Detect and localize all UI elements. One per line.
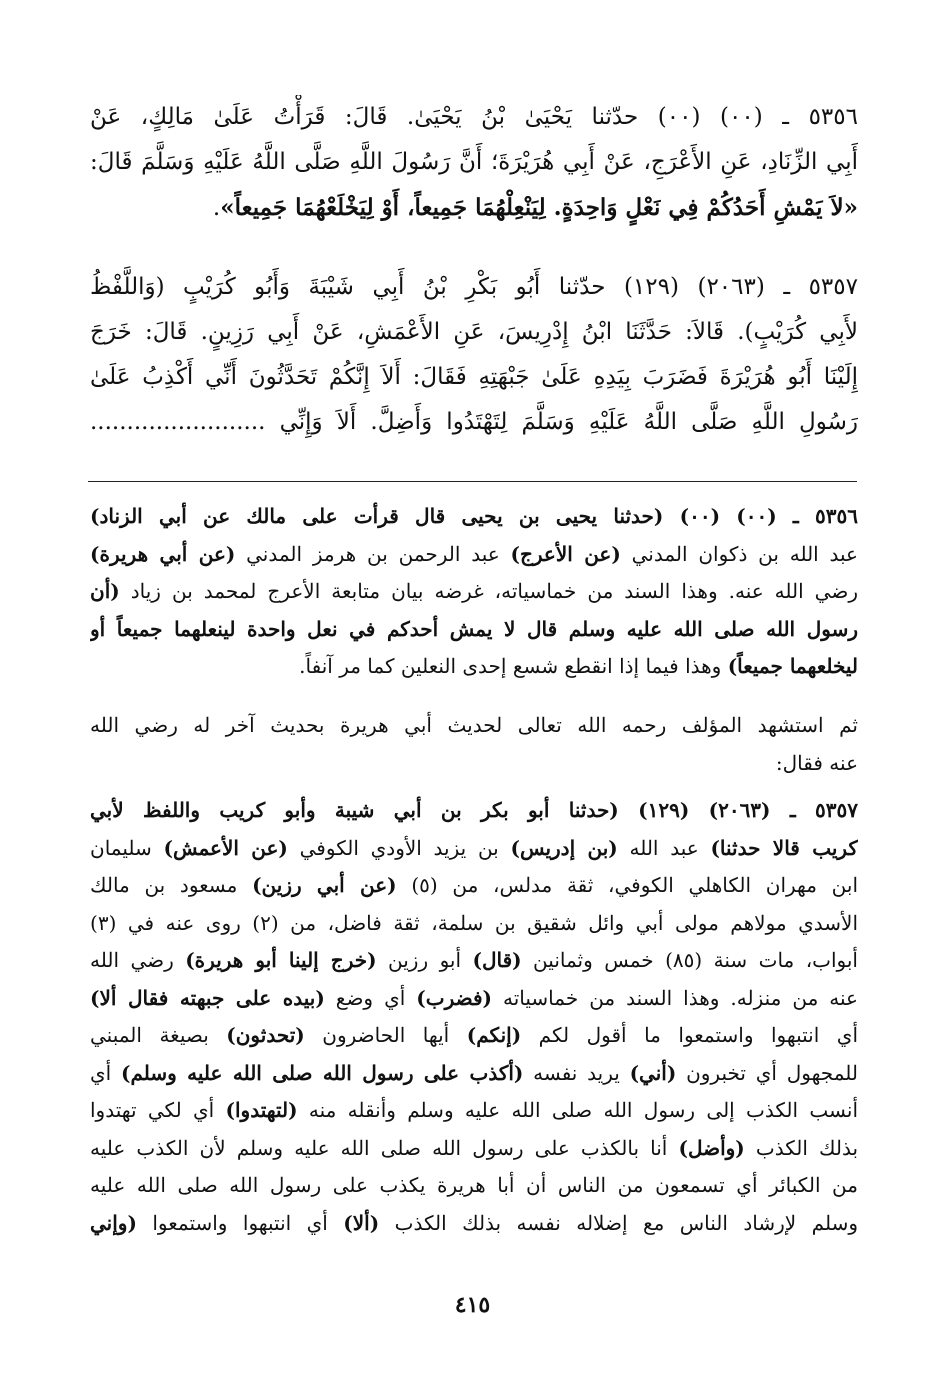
quoted-matn: (بن إدريس) bbox=[510, 835, 618, 860]
commentary-text: بصيغة المبني bbox=[90, 1023, 227, 1047]
hadith-line: ٥٣٥٦ ـ (٠٠) (٠٠) حدّثنا يَحْيَىٰ بْنُ يَحْيَىٰ. قَالَ: قَرَأْتُ عَلَىٰ مَالِكٍ، عَنْ bbox=[90, 104, 858, 130]
commentary-text: بن يزيد الأودي الكوفي bbox=[287, 835, 511, 860]
commentary-line bbox=[90, 980, 858, 1018]
commentary-5356 bbox=[90, 498, 858, 686]
commentary-text: وهذا فيما إذا انقطع شسع إحدى النعلين كما مر آنفاً. bbox=[299, 654, 728, 678]
commentary-line bbox=[90, 573, 858, 611]
quoted-matn: (تحدثون) bbox=[226, 1023, 305, 1047]
quoted-matn: ليخلعهما جميعاً) bbox=[727, 654, 858, 678]
commentary-line bbox=[90, 536, 858, 574]
quoted-matn: (خرج إلينا أبو هريرة) bbox=[185, 948, 377, 972]
quoted-matn: (وإني bbox=[90, 1210, 137, 1235]
commentary-line: من الكبائر أي تسمعون من الناس أن أبا هريرة يكذب على رسول الله صلى الله عليه bbox=[90, 1173, 858, 1197]
quoted-matn: (حدثنا أبو بكر بن أبي شيبة وأبو كريب واللفظ لأبي bbox=[90, 798, 619, 822]
commentary-text: بذلك الكذب bbox=[744, 1135, 858, 1160]
quoted-matn: (قال) bbox=[472, 948, 522, 972]
quoted-matn: كريب قالا حدثنا) bbox=[710, 835, 858, 860]
commentary-text: أنا بالكذب على رسول الله صلى الله عليه وسلم لأن الكذب عليه bbox=[90, 1135, 679, 1160]
quoted-matn: (عن الأعمش) bbox=[163, 835, 288, 860]
commentary-text: يريد نفسه bbox=[523, 1060, 630, 1085]
commentary-line bbox=[90, 942, 858, 980]
page-number: ٤١٥ bbox=[454, 1292, 491, 1318]
commentary-text: وسلم لإرشاد الناس مع إضلاله نفسه بذلك الكذب bbox=[379, 1210, 858, 1235]
quoted-matn: (لتهتدوا) bbox=[225, 1098, 298, 1122]
commentary-text: أبو رزين bbox=[376, 948, 473, 972]
commentary-line: رسول الله صلى الله عليه وسلم قال لا يمش أحدكم في نعل واحدة لينعلهما جميعاً أو bbox=[90, 616, 858, 641]
quoted-matn: (بيده على جبهته فقال ألا) bbox=[90, 985, 325, 1010]
commentary-line bbox=[90, 830, 858, 868]
hadith-line: أَبِي الزِّنَادِ، عَنِ الأَعْرَجِ، عَنْ أَبِي هُرَيْرَةَ؛ أَنَّ رَسُولَ اللَّهِ صَلَّى اللَّهُ عَلَيْهِ وَسَلَّمَ قَالَ: bbox=[90, 149, 858, 175]
commentary-text: أنسب الكذب إلى رسول الله صلى الله عليه وسلم وأنقله منه bbox=[297, 1098, 858, 1122]
commentary-text: رضي الله عنه. وهذا السند من خماسياته، غرضه بيان متابعة الأعرج لمحمد بن زياد bbox=[119, 579, 858, 603]
hadith-line: ٥٣٥٧ ـ (٢٠٦٣) (١٢٩) حدّثنا أَبُو بَكْرِ بْنُ أَبِي شَيْبَةَ وَأَبُو كُرَيْبٍ (وَاللَّفْظُ bbox=[90, 274, 858, 300]
hadith-quote-line bbox=[90, 185, 858, 231]
commentary-text: عبد الرحمن بن هرمز المدني bbox=[235, 541, 511, 566]
commentary-line bbox=[90, 1017, 858, 1055]
hadith-text-5356 bbox=[90, 95, 858, 231]
quoted-matn: (عن أبي رزين) bbox=[252, 873, 397, 897]
quoted-matn: (إنكم) bbox=[466, 1023, 522, 1047]
hadith-number: ٥٣٥٦ ـ (٠٠) (٠٠) bbox=[663, 504, 858, 528]
hadith-line: إِلَيْنَا أَبُو هُرَيْرَةَ فَضَرَبَ بِيَدِهِ عَلَىٰ جَبْهَتِهِ فَقَالَ: أَلاَ إِنَّكُمْ تَحَدَّثُونَ أَنِّي أَكْذِبُ عَلَىٰ bbox=[90, 364, 858, 390]
text-commentary-divider bbox=[88, 481, 857, 482]
prophetic-quote: «لاَ يَمْشِ أَحَدُكُمْ فِي نَعْلٍ وَاحِدَةٍ. لِيَنْعِلْهُمَا جَمِيعاً، أَوْ لِيَخْلَعْهُمَا جَمِيعاً» bbox=[220, 194, 858, 221]
commentary-text: عبد الله bbox=[617, 835, 711, 860]
commentary-text: أيها الحاضرون bbox=[304, 1023, 467, 1047]
quoted-matn: (وأضل) bbox=[678, 1135, 745, 1160]
commentary-text: عبد الله بن ذكوان المدني bbox=[620, 541, 858, 566]
transition-paragraph bbox=[90, 707, 858, 782]
quoted-matn: (عن الأعرج) bbox=[510, 541, 621, 566]
commentary-line bbox=[90, 1092, 858, 1130]
quoted-matn: (ألا) bbox=[343, 1210, 380, 1235]
quoted-matn: (أن bbox=[90, 579, 120, 603]
quoted-matn: (حدثنا يحيى بن يحيى قال قرأت على مالك عن أبي الزناد) bbox=[90, 504, 664, 528]
commentary-line bbox=[90, 1205, 858, 1243]
commentary-line bbox=[90, 1055, 858, 1093]
quoted-matn: (فضرب) bbox=[416, 985, 492, 1010]
hadith-text-5357 bbox=[90, 265, 858, 445]
commentary-text: أي لكي تهتدوا bbox=[90, 1098, 226, 1122]
commentary-text: رضي الله bbox=[90, 948, 186, 972]
quoted-matn: (أكذب على رسول الله صلى الله عليه وسلم) bbox=[120, 1060, 524, 1085]
commentary-5357 bbox=[90, 792, 858, 1242]
commentary-text: أبواب، مات سنة (٨٥) خمس وثمانين bbox=[521, 948, 858, 972]
commentary-line bbox=[90, 1130, 858, 1168]
hadith-number: ٥٣٥٧ ـ (٢٠٦٣) (١٢٩) bbox=[618, 798, 858, 822]
hadith-line: رَسُولِ اللَّهِ صَلَّى اللَّهُ عَلَيْهِ وَسَلَّمَ لِتَهْتَدُوا وَأَضِلَّ. أَلاَ وَإِنِّي ........................ bbox=[90, 409, 858, 435]
commentary-line bbox=[90, 498, 858, 536]
quoted-matn: (أني) bbox=[629, 1060, 677, 1085]
commentary-line: عنه فقال: bbox=[775, 750, 858, 775]
hadith-end-mark: . bbox=[212, 195, 221, 221]
commentary-text: للمجهول أي تخبرون bbox=[676, 1060, 858, 1085]
commentary-line: ثم استشهد المؤلف رحمه الله تعالى لحديث أبي هريرة بحديث آخر له رضي الله bbox=[90, 713, 858, 737]
hadith-line: لأَبِي كُرَيْبٍ). قَالاَ: حَدَّثَنَا ابْنُ إِدْرِيسَ، عَنِ الأَعْمَشِ، عَنْ أَبِي رَزِينٍ. قَالَ: خَرَجَ bbox=[90, 319, 858, 345]
commentary-line: الأسدي مولاهم مولى أبي وائل شقيق بن سلمة، ثقة فاضل، من (٢) روى عنه في (٣) bbox=[90, 910, 858, 935]
commentary-text: أي انتبهوا واستمعوا bbox=[136, 1210, 344, 1235]
commentary-text: سليمان bbox=[90, 835, 164, 860]
commentary-line bbox=[90, 648, 858, 686]
commentary-line bbox=[90, 792, 858, 830]
commentary-text: مسعود بن مالك bbox=[90, 873, 253, 897]
commentary-text: أي انتبهوا واستمعوا ما أقول لكم bbox=[521, 1023, 858, 1047]
quoted-matn: (عن أبي هريرة) bbox=[90, 541, 236, 566]
commentary-text: أي وضع bbox=[324, 985, 417, 1010]
commentary-text: ابن مهران الكاهلي الكوفي، ثقة مدلس، من (٥) bbox=[396, 873, 858, 897]
commentary-text: عنه من منزله. وهذا السند من خماسياته bbox=[492, 985, 858, 1010]
commentary-line bbox=[90, 867, 858, 905]
commentary-text: أي bbox=[90, 1060, 121, 1085]
